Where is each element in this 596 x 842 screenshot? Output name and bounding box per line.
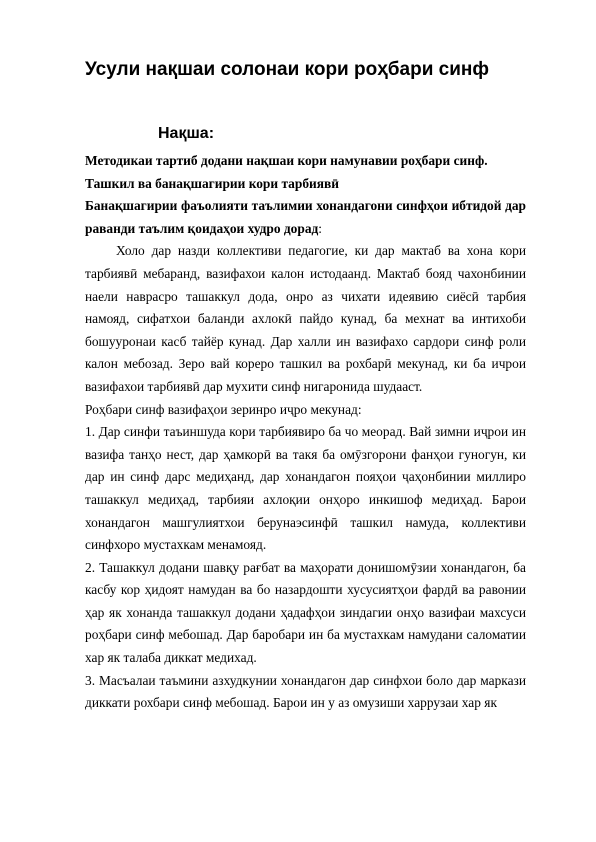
bold-line-organization: Ташкил ва банақшагирии кори тарбиявӣ — [85, 175, 339, 191]
paragraph-duties-heading: Роҳбари синф вазифаҳои зеринро иҷро мекунад: — [85, 401, 362, 417]
bold-paragraph-text: Банақшагирии фаъолияти таълимии хонандагони синфҳои ибтидой дар раванди таълим қоидаҳои худро дорад — [85, 198, 526, 236]
page-title: Усули нақшаи солонаи кори роҳбари синф — [85, 59, 490, 80]
list-item-2: 2. Ташаккул додани шавқу рағбат ва маҳорати донишомӯзии хонандагон, ба касбу кор ҳидоят намудан ва бо назардошти хусусиятҳои фардӣ ва равонии ҳар як хонанда ташаккул додани ҳадафҳои зиндагии онҳо вазифаи махсуси роҳбари синф мебошад. Дар баробари ин ба мустахкам намудани саломатии хар як талаба диккат медихад. — [85, 559, 526, 666]
document-body — [85, 150, 526, 715]
list-item-3: 3. Масъалаи таъмини азхудкунии хонандагон дар синфхои боло дар маркази диккати рохбари синф мебошад. Барои ин у аз омузиши харрузаи хар як — [85, 672, 526, 711]
bold-paragraph-planning — [85, 195, 526, 240]
section-heading: Нақша: — [158, 125, 215, 142]
paragraph-intro: Холо дар назди коллективи педагогие, ки дар мактаб ва хона кори тарбиявӣ мебаранд, вазифахои калон истодаанд. Мактаб бояд чахонбинии наели наврасро ташаккул дода, онро аз чихати идеявию сиёсӣ тарбия намояд, сифатхои баланди ахлокӣ пайдо кунад, ба мехнат ва интихоби бошууронаи касб тайёр кунад. Дар халли ин вазифахо сардори синф роли калон мебозад. Зеро вай кореро ташкил ва рохбарӣ мекунад, ки ба ичрои вазифахои тарбиявӣ дар мухити синф нигаронида шудааст. — [85, 243, 526, 394]
bold-line-methodology: Методикаи тартиб додани нақшаи кори намунавии роҳбари синф. — [85, 153, 488, 168]
list-item-1: 1. Дар синфи таъиншуда кори тарбиявиро ба чо меорад. Вай зимни иҷрои ин вазифа танҳо нест, дар ҳамкорӣ ва такя ба омӯзгорони фанҳои гуногун, ки дар ин синф дарс медиҳанд, дар хонандагон пояҳои ҷаҳонбинии миллиро ташаккул медиҳад, тарбияи ахлоқии онҳоро инкишоф медиҳад. Барои хонандагон машгулиятхои берунаэсинфӣ ташкил намуда, коллективи синфхоро мустахкам менамояд. — [85, 424, 526, 553]
bold-paragraph-colon: : — [318, 220, 323, 236]
